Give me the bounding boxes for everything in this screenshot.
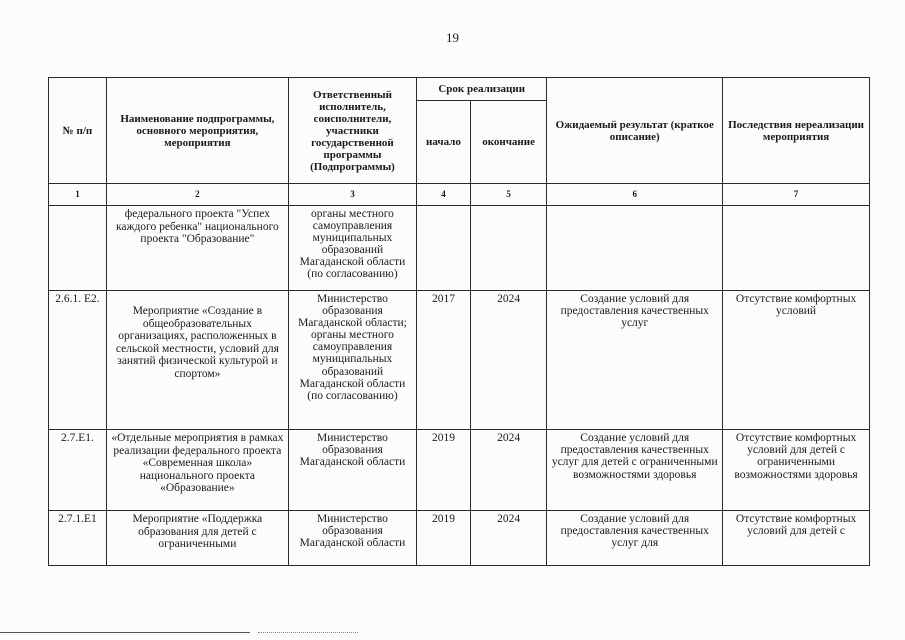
program-table (48, 77, 870, 566)
row-result: Создание условий для предоставления качественных услуг для детей с ограниченными возможностями здоровья (547, 430, 723, 511)
page-number: 19 (446, 30, 459, 45)
header-end: окончание (470, 101, 547, 184)
row-name: Мероприятие «Поддержка образования для детей с ограниченными (106, 511, 288, 566)
column-number: 4 (417, 184, 471, 206)
header-consequence: Последствия нереализации мероприятия (723, 78, 870, 184)
header-row (49, 78, 870, 101)
column-number: 1 (49, 184, 107, 206)
row-number: 2.7.E1. (49, 430, 107, 511)
scan-edge-line (258, 632, 358, 633)
row-number: 2.7.1.E1 (49, 511, 107, 566)
row-end: 2024 (470, 511, 547, 566)
column-number-row (49, 184, 870, 206)
row-name: Мероприятие «Создание в общеобразовательных организациях, расположенных в сельской местности, условий для занятий физической культурой и спортом» (106, 291, 288, 430)
header-result: Ожидаемый результат (краткое описание) (547, 78, 723, 184)
table-row (49, 206, 870, 291)
row-consequence: Отсутствие комфортных условий (723, 291, 870, 430)
row-number (49, 206, 107, 291)
column-number: 7 (723, 184, 870, 206)
row-end: 2024 (470, 430, 547, 511)
row-number: 2.6.1. E2. (49, 291, 107, 430)
row-result: Создание условий для предоставления качественных услуг (547, 291, 723, 430)
header-name: Наименование подпрограммы, основного мероприятия, мероприятия (106, 78, 288, 184)
row-result: Создание условий для предоставления качественных услуг для (547, 511, 723, 566)
column-number: 5 (470, 184, 547, 206)
row-executor: Министерство образования Магаданской области (288, 511, 416, 566)
row-executor: Министерство образования Магаданской области; органы местного самоуправления муниципальных образований Магаданской области (по согласованию) (288, 291, 416, 430)
scan-edge-line (0, 632, 250, 633)
row-end: 2024 (470, 291, 547, 430)
row-start: 2019 (417, 511, 471, 566)
table-row (49, 430, 870, 511)
column-number: 6 (547, 184, 723, 206)
table-row (49, 511, 870, 566)
row-consequence (723, 206, 870, 291)
column-number: 3 (288, 184, 416, 206)
row-name: федерального проекта "Успех каждого ребенка" национального проекта "Образование" (106, 206, 288, 291)
row-executor: Министерство образования Магаданской области (288, 430, 416, 511)
row-end (470, 206, 547, 291)
header-period: Срок реализации (417, 78, 547, 101)
row-start: 2019 (417, 430, 471, 511)
row-result (547, 206, 723, 291)
table-row (49, 291, 870, 430)
row-executor: органы местного самоуправления муниципальных образований Магаданской области (по согласованию) (288, 206, 416, 291)
header-start: начало (417, 101, 471, 184)
header-executor: Ответственный исполнитель, соисполнители, участники государственной программы (Подпрограммы) (288, 78, 416, 184)
row-consequence: Отсутствие комфортных условий для детей с (723, 511, 870, 566)
row-name: «Отдельные мероприятия в рамках реализации федерального проекта «Современная школа» национального проекта «Образование» (106, 430, 288, 511)
row-start (417, 206, 471, 291)
row-consequence: Отсутствие комфортных условий для детей с ограниченными возможностями здоровья (723, 430, 870, 511)
row-start: 2017 (417, 291, 471, 430)
header-number: № п/п (49, 78, 107, 184)
column-number: 2 (106, 184, 288, 206)
